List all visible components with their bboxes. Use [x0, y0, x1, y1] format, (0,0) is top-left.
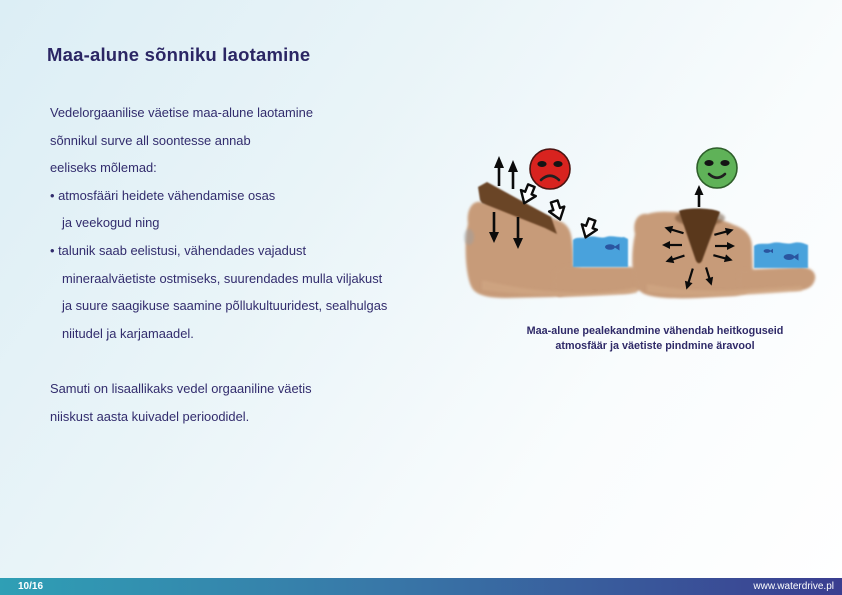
website-link[interactable]: www.waterdrive.pl — [753, 581, 834, 592]
body-text-block — [50, 99, 470, 430]
water-body — [754, 242, 808, 268]
body-line: Vedelorgaanilise väetise maa-alune laotamine — [50, 105, 313, 120]
body-line: eeliseks mõlemad: — [50, 160, 157, 176]
injection-scene — [632, 148, 815, 298]
body-line: Samuti on lisaallikaks vedel orgaaniline väetis — [50, 380, 312, 396]
body-line: sõnnikul surve all soontesse annab — [50, 132, 251, 148]
emission-up-arrow-icon — [494, 156, 518, 189]
happy-face-icon — [697, 148, 737, 188]
page-number: 10/16 — [18, 581, 44, 592]
figure-caption-line: atmosfäär ja väetiste pindmine äravool — [555, 339, 755, 352]
body-line-bullet: • talunik saab eelistusi, vähendades vajadust — [50, 242, 307, 258]
surface-spreading-scene — [464, 149, 647, 298]
figure-caption-line: Maa-alune pealekandmine vähendab heitkoguseid — [526, 325, 784, 337]
body-line-bullet: • atmosfääri heidete vähendamise osas — [50, 187, 276, 203]
figure-caption — [472, 324, 838, 353]
body-line: niitudel ja karjamaadel. — [62, 325, 194, 341]
sad-face-icon — [530, 149, 570, 189]
body-line: niiskust aasta kuivadel perioodidel. — [50, 408, 250, 424]
body-line: ja veekogud ning — [62, 215, 160, 231]
water-body — [573, 236, 628, 267]
comparison-illustration — [462, 140, 818, 310]
body-line: ja suure saagikuse saamine põllukultuuridest, sealhulgas — [62, 298, 388, 314]
body-line: mineraalväetiste ostmiseks, suurendades mulla viljakust — [62, 270, 383, 286]
page-title: Maa-alune sõnniku laotamine — [47, 44, 311, 65]
footer-bar — [0, 578, 842, 595]
emission-up-arrow-icon — [695, 185, 704, 207]
